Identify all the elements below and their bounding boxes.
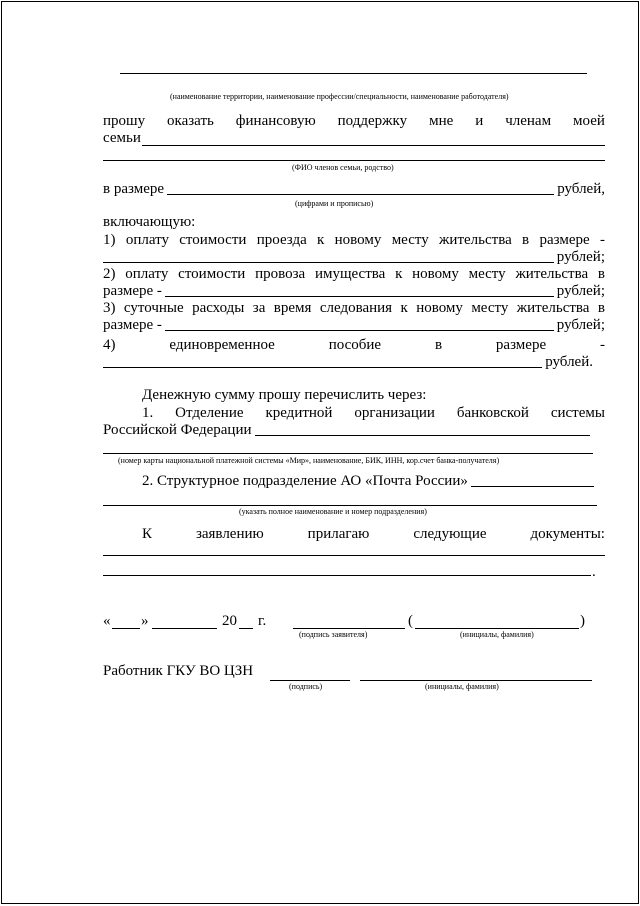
request-word: поддержку <box>337 113 408 129</box>
item-2-amount-field[interactable] <box>165 296 554 297</box>
item-2-suffix: рублей; <box>556 283 605 299</box>
request-word: мне <box>429 113 454 129</box>
item-3-word: в <box>597 300 605 316</box>
worker-name-field[interactable] <box>360 680 592 681</box>
amount-prefix: в размере <box>103 181 165 197</box>
territory-caption: (наименование территории, наименование профессии/специальности, наименование работодателя) <box>170 92 509 101</box>
attach-word: К <box>142 526 153 542</box>
request-line <box>103 113 605 130</box>
amount-caption: (цифрами и прописью) <box>295 199 374 208</box>
item-3-word: за <box>252 300 266 316</box>
item-1-word: стоимости <box>179 232 247 248</box>
name-paren-close: ) <box>580 613 585 629</box>
item-3-word: суточные <box>123 300 184 316</box>
item-4-line <box>103 337 605 354</box>
amount-row <box>103 181 605 198</box>
item-3-number: 3) <box>103 300 116 316</box>
item-4-word: размере <box>495 337 547 353</box>
attachments-field-line-2[interactable] <box>103 575 591 576</box>
item-2-word: к <box>395 266 403 282</box>
item-2-word: новому <box>412 266 459 282</box>
bank-cont-label: Российской Федерации <box>103 422 252 438</box>
item-2-word: имущества <box>314 266 386 282</box>
item-1-word: жительства <box>439 232 512 248</box>
family-field-line[interactable] <box>142 145 605 146</box>
item-2-number: 2) <box>103 266 116 282</box>
name-paren-open: ( <box>408 613 413 629</box>
request-word: и <box>475 113 484 129</box>
item-1-line <box>103 232 605 249</box>
post-row <box>142 473 597 490</box>
post-field[interactable] <box>471 486 594 487</box>
item-4-number: 4) <box>103 337 116 353</box>
date-year-prefix: 20 <box>222 613 237 629</box>
item-4-word: единовременное <box>169 337 275 353</box>
item-2-word: стоимости <box>178 266 246 282</box>
bank-word: организации <box>354 405 435 421</box>
item-1-word: новому <box>334 232 382 248</box>
item-4-amount-field[interactable] <box>103 367 542 368</box>
item-1-amount-field[interactable] <box>103 262 554 263</box>
item-3-word: к <box>400 300 408 316</box>
applicant-signature-field[interactable] <box>293 628 405 629</box>
item-3-suffix: рублей; <box>556 317 605 333</box>
attachments-field-line-1[interactable] <box>103 555 605 556</box>
family-caption: (ФИО членов семьи, родство) <box>292 163 394 172</box>
attachments-end-dot: . <box>592 564 596 580</box>
item-4-word: в <box>434 337 443 353</box>
application-form-page <box>1 1 639 904</box>
attach-word: документы: <box>530 526 605 542</box>
item-1-word: оплату <box>125 232 169 248</box>
attach-word: следующие <box>413 526 487 542</box>
item-3-line <box>103 300 605 317</box>
attachments-line <box>142 526 605 543</box>
item-3-word: следования <box>319 300 393 316</box>
bank-word: банковской <box>456 405 529 421</box>
item-2-word: провоза <box>255 266 306 282</box>
amount-suffix: рублей, <box>557 181 605 197</box>
item-1-word: размере <box>539 232 590 248</box>
date-day-field[interactable] <box>112 628 140 629</box>
bank-word: Отделение <box>175 405 244 421</box>
bank-caption: (номер карты национальной платежной системы «Мир», наименование, БИК, ИНН, кор.счет банка-получателя) <box>118 456 500 465</box>
item-1-word: к <box>317 232 325 248</box>
request-word: прошу <box>103 113 146 129</box>
item-3-word: новому <box>416 300 463 316</box>
item-1-word: в <box>522 232 530 248</box>
date-open-quote: « <box>103 613 111 629</box>
attach-word: заявлению <box>195 526 264 542</box>
bank-option-line <box>142 405 605 422</box>
bank-word: кредитной <box>265 405 333 421</box>
item-4-amount-row <box>103 354 593 371</box>
transfer-intro: Денежную сумму прошу перечислить через: <box>142 387 427 403</box>
family-word: семьи <box>103 130 141 146</box>
item-1-suffix: рублей; <box>556 249 605 265</box>
date-year-suffix: г. <box>258 613 267 629</box>
request-word: членам <box>505 113 552 129</box>
applicant-name-field[interactable] <box>415 628 579 629</box>
date-close-quote: » <box>141 613 149 629</box>
applicant-signature-caption: (подпись заявителя) <box>299 630 368 639</box>
worker-label: Работник ГКУ ВО ЦЗН <box>103 663 254 679</box>
item-1-word: проезда <box>256 232 307 248</box>
item-2-line <box>103 266 605 283</box>
post-option-label: 2. Структурное подразделение АО «Почта России» <box>142 473 468 489</box>
bank-word: системы <box>550 405 605 421</box>
item-3-word: расходы <box>192 300 245 316</box>
date-month-field[interactable] <box>152 628 217 629</box>
worker-signature-caption: (подпись) <box>289 682 323 691</box>
bank-field[interactable] <box>255 435 590 436</box>
applicant-name-caption: (инициалы, фамилия) <box>460 630 534 639</box>
including-label: включающую: <box>103 214 196 230</box>
item-1-amount-row <box>103 249 605 266</box>
item-2-word: жительства <box>515 266 589 282</box>
territory-line[interactable] <box>120 73 587 74</box>
item-4-word: пособие <box>328 337 382 353</box>
item-3-word: месту <box>471 300 509 316</box>
post-field-line-2[interactable] <box>103 505 597 506</box>
request-word: моей <box>573 113 605 129</box>
item-2-word: оплату <box>125 266 169 282</box>
date-year-field[interactable] <box>239 628 253 629</box>
bank-option-number: 1. <box>142 405 154 421</box>
worker-signature-field[interactable] <box>270 680 350 681</box>
item-2-word: в <box>597 266 605 282</box>
item-3-amount-row <box>103 317 605 334</box>
amount-field[interactable] <box>167 194 554 195</box>
item-2-amount-row <box>103 283 605 300</box>
item-2-size-label: размере - <box>103 283 162 299</box>
item-2-word: месту <box>468 266 506 282</box>
family-field-line-2[interactable] <box>103 160 605 161</box>
post-caption: (указать полное наименование и номер подразделения) <box>239 507 427 516</box>
item-3-size-label: размере - <box>103 317 162 333</box>
item-4-suffix: рублей. <box>545 354 593 370</box>
item-3-amount-field[interactable] <box>165 330 554 331</box>
item-1-number: 1) <box>103 232 116 248</box>
request-word: оказать <box>167 113 214 129</box>
worker-name-caption: (инициалы, фамилия) <box>425 682 499 691</box>
bank-field-line-2[interactable] <box>103 453 593 454</box>
request-word: финансовую <box>235 113 316 129</box>
item-1-word: - <box>599 232 605 248</box>
item-3-word: время <box>273 300 312 316</box>
attach-word: прилагаю <box>307 526 370 542</box>
bank-row <box>103 422 593 439</box>
item-1-word: месту <box>391 232 429 248</box>
item-3-word: жительства <box>516 300 590 316</box>
item-4-word: - <box>599 337 605 353</box>
